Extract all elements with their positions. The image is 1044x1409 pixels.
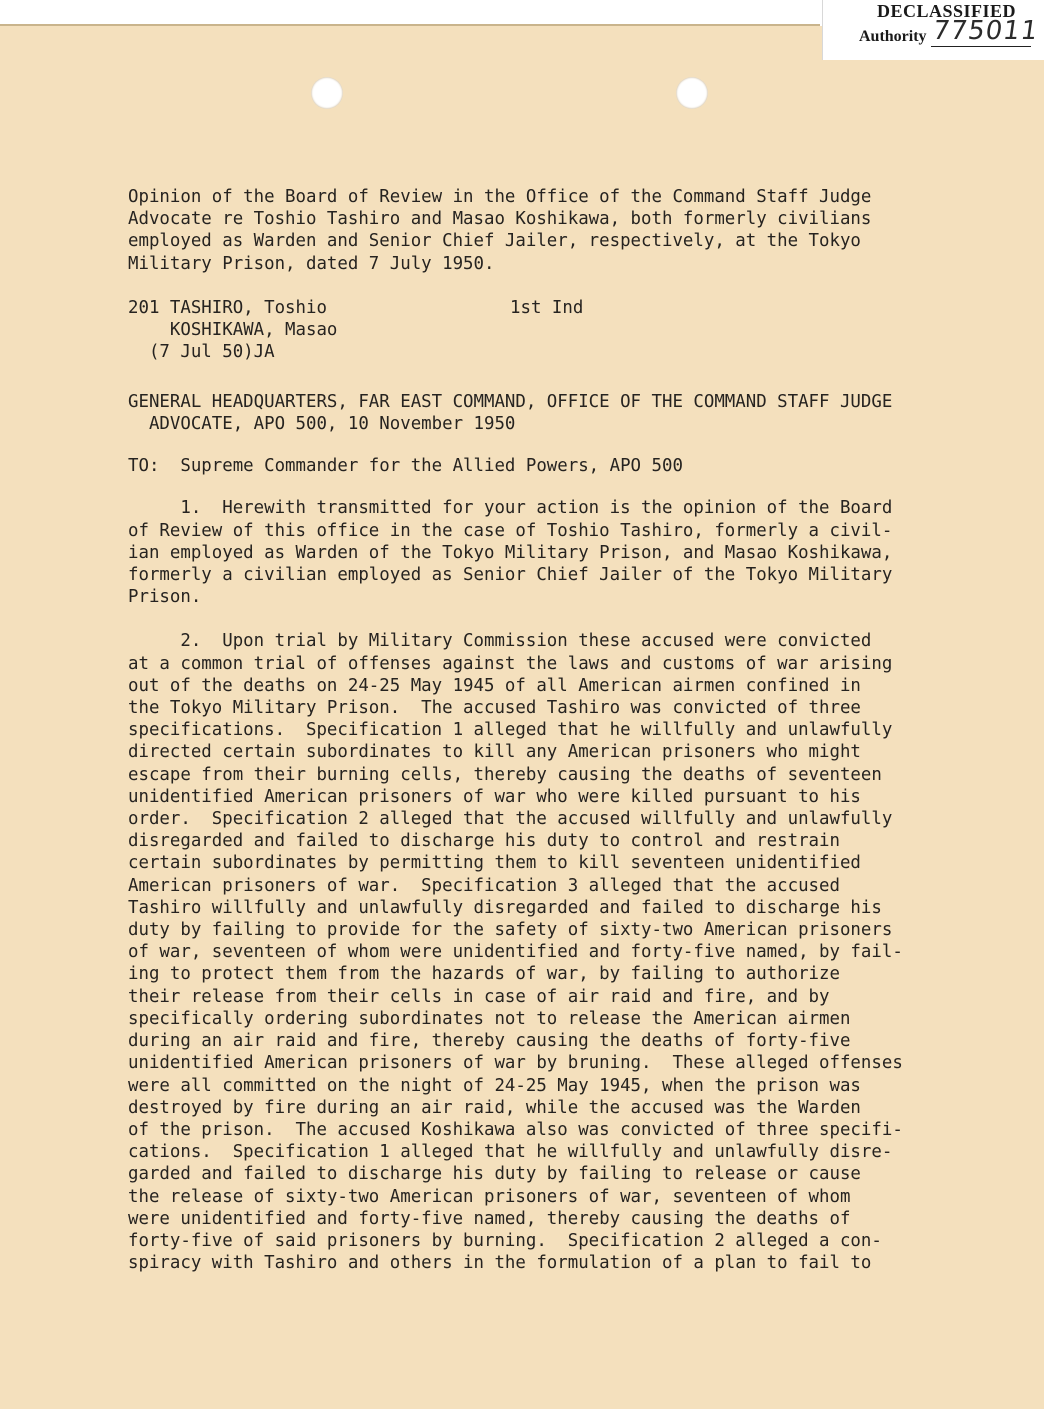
- paragraph-line: disregarded and failed to discharge his duty to control and restrain: [128, 831, 840, 852]
- paragraph-line: Prison.: [128, 587, 202, 608]
- paragraph-line: at a common trial of offenses against the laws and customs of war arising: [128, 653, 893, 674]
- title-line: Military Prison, dated 7 July 1950.: [128, 253, 495, 274]
- paragraph-line: Tashiro willfully and unlawfully disregarded and failed to discharge his: [128, 897, 882, 918]
- paragraph-line: the release of sixty-two American prisoners of war, seventeen of whom: [128, 1186, 851, 1207]
- paragraph-line: spiracy with Tashiro and others in the formulation of a plan to fail to: [128, 1253, 872, 1274]
- stamp-authority-label: Authority: [859, 28, 927, 45]
- page-top-edge: [0, 24, 820, 26]
- paragraph-line: 2. Upon trial by Military Commission these accused were convicted: [128, 631, 872, 652]
- paragraph-line: the Tokyo Military Prison. The accused Tashiro was convicted of three: [128, 698, 861, 719]
- reference-line: 201 TASHIRO, Toshio: [128, 297, 327, 318]
- stamp-authority-value: 775011: [930, 16, 1041, 46]
- punch-hole-right: [676, 77, 708, 109]
- reference-names: [128, 297, 337, 364]
- paragraph-line: certain subordinates by permitting them to kill seventeen unidentified: [128, 853, 861, 874]
- title-line: Advocate re Toshio Tashiro and Masao Koshikawa, both formerly civilians: [128, 209, 872, 230]
- paragraph-line: were all committed on the night of 24-25 May 1945, when the prison was: [128, 1075, 861, 1096]
- title-line: employed as Warden and Senior Chief Jailer, respectively, at the Tokyo: [128, 231, 861, 252]
- paragraph-line: order. Specification 2 alleged that the accused willfully and unlawfully: [128, 809, 893, 830]
- heading-line: ADVOCATE, APO 500, 10 November 1950: [128, 414, 516, 435]
- paragraph-line: of war, seventeen of whom were unidentified and forty-five named, by fail-: [128, 942, 903, 963]
- addressee-line: TO: Supreme Commander for the Allied Powers, APO 500: [128, 456, 683, 477]
- heading-line: GENERAL HEADQUARTERS, FAR EAST COMMAND, OFFICE OF THE COMMAND STAFF JUDGE: [128, 391, 893, 412]
- indorsement-label: 1st Ind: [510, 297, 584, 318]
- paragraph-line: American prisoners of war. Specification 3 alleged that the accused: [128, 875, 840, 896]
- paragraph-line: specifically ordering subordinates not to release the American airmen: [128, 1008, 851, 1029]
- opinion-title: [128, 186, 948, 275]
- paragraph-line: specifications. Specification 1 alleged that he willfully and unlawfully: [128, 720, 893, 741]
- paragraph-line: escape from their burning cells, thereby causing the deaths of seventeen: [128, 764, 882, 785]
- paragraph-line: unidentified American prisoners of war who were killed pursuant to his: [128, 786, 861, 807]
- paragraph-line: 1. Herewith transmitted for your action is the opinion of the Board: [128, 498, 893, 519]
- stamp-authority-underline: [931, 46, 1031, 47]
- paragraph-line: during an air raid and fire, thereby causing the deaths of forty-five: [128, 1031, 851, 1052]
- paragraph-line: their release from their cells in case of air raid and fire, and by: [128, 986, 830, 1007]
- title-line: Opinion of the Board of Review in the Office of the Command Staff Judge: [128, 187, 872, 207]
- paragraph-line: ing to protect them from the hazards of war, by failing to authorize: [128, 964, 840, 985]
- paragraph-2: [128, 630, 948, 1274]
- paragraph-line: of the prison. The accused Koshikawa also was convicted of three specifi-: [128, 1119, 903, 1140]
- paragraph-line: directed certain subordinates to kill any American prisoners who might: [128, 742, 861, 763]
- document-body: [128, 186, 948, 1296]
- paragraph-line: garded and failed to discharge his duty by failing to release or cause: [128, 1164, 861, 1185]
- stamp-title: DECLASSIFIED: [877, 1, 1017, 21]
- reference-line: KOSHIKAWA, Masao: [128, 320, 338, 341]
- paragraph-line: ian employed as Warden of the Tokyo Military Prison, and Masao Koshikawa,: [128, 542, 893, 563]
- declassified-stamp: [822, 0, 1044, 60]
- paragraph-line: cations. Specification 1 alleged that he willfully and unlawfully disre-: [128, 1142, 893, 1163]
- paragraph-line: forty-five of said prisoners by burning. Specification 2 alleged a con-: [128, 1230, 882, 1251]
- paragraph-line: unidentified American prisoners of war by bruning. These alleged offenses: [128, 1053, 903, 1074]
- paragraph-1: [128, 497, 948, 608]
- paragraph-line: were unidentified and forty-five named, thereby causing the deaths of: [128, 1208, 851, 1229]
- paragraph-line: duty by failing to provide for the safety of sixty-two American prisoners: [128, 920, 893, 941]
- paragraph-line: of Review of this office in the case of Toshio Tashiro, formerly a civil-: [128, 520, 893, 541]
- paragraph-line: out of the deaths on 24-25 May 1945 of all American airmen confined in: [128, 675, 861, 696]
- paragraph-line: formerly a civilian employed as Senior Chief Jailer of the Tokyo Military: [128, 565, 893, 586]
- reference-line: (7 Jul 50)JA: [128, 342, 275, 363]
- paragraph-line: destroyed by fire during an air raid, while the accused was the Warden: [128, 1097, 861, 1118]
- headquarters-heading: [128, 391, 948, 435]
- punch-hole-left: [311, 77, 343, 109]
- file-reference: [128, 297, 948, 365]
